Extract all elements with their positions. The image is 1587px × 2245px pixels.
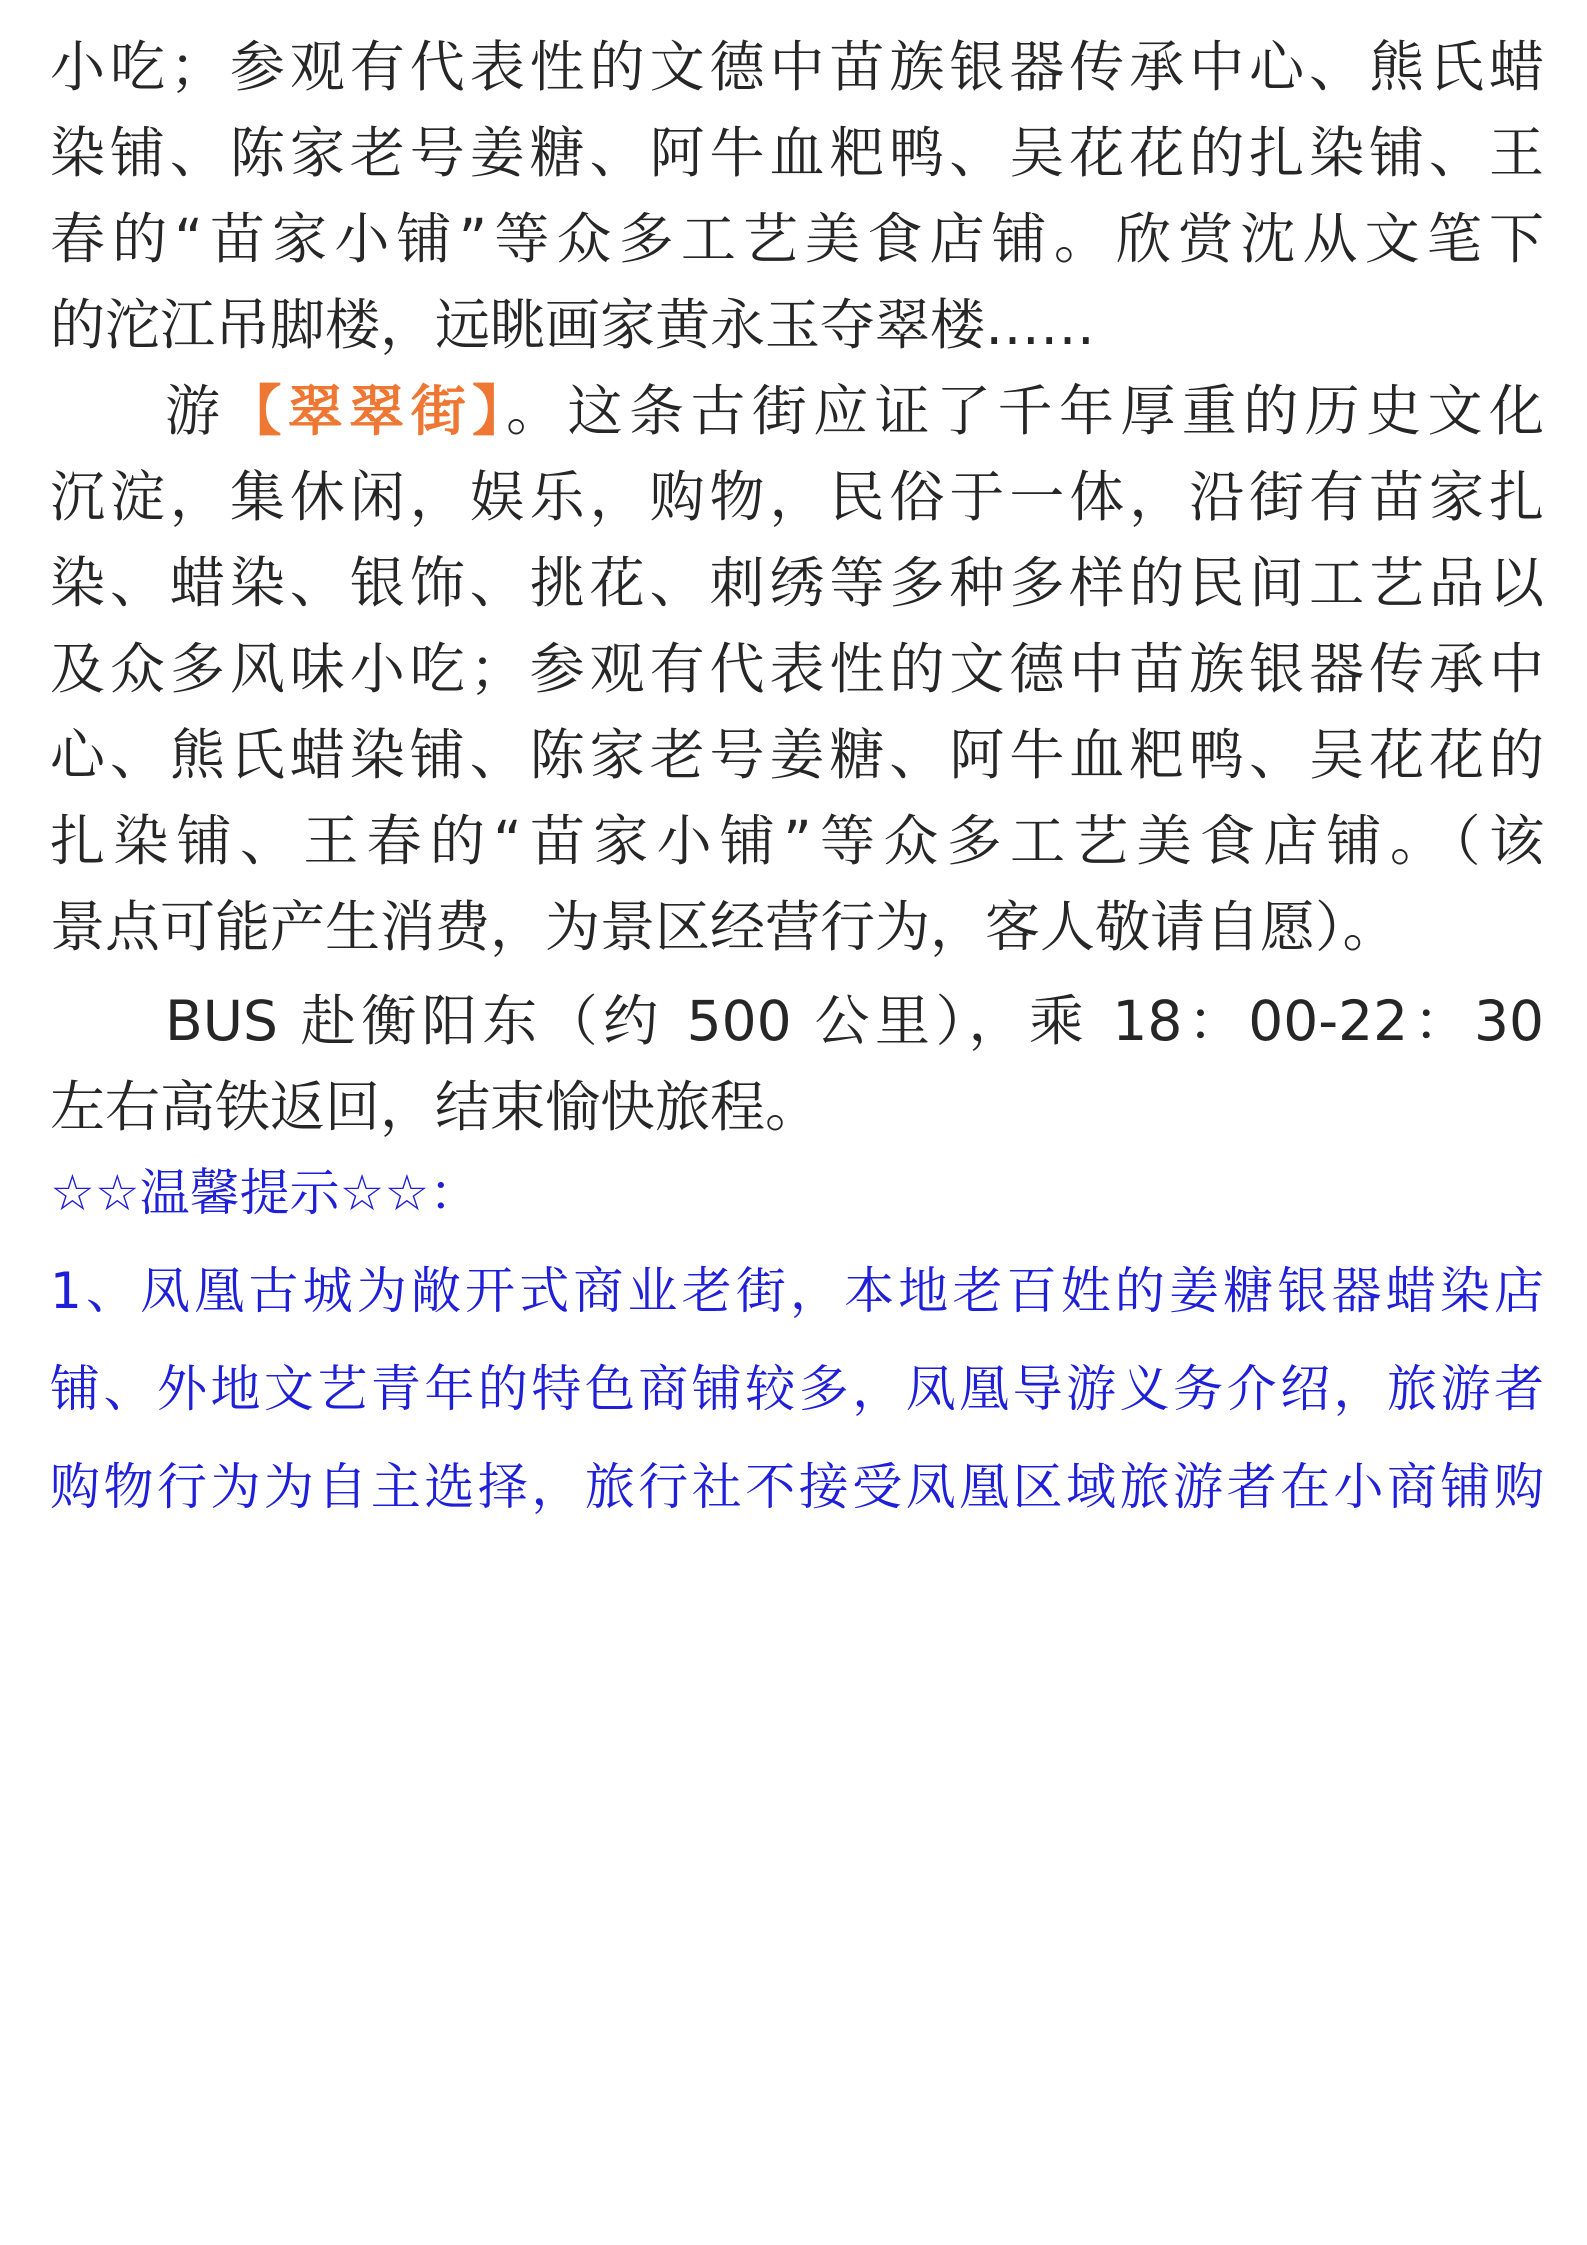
paragraph-line: 染、蜡染、银饰、挑花、刺绣等多种多样的民间工艺品以	[50, 551, 1544, 615]
paragraph-line: 染铺、陈家老号姜糖、阿牛血粑鸭、吴花花的扎染铺、王	[50, 121, 1544, 185]
paragraph-text: 。这条古街应证了千年厚重的历史文化	[506, 379, 1544, 443]
paragraph-line: 小吃；参观有代表性的文德中苗族银器传承中心、熊氏蜡	[50, 35, 1544, 99]
paragraph-line: 的沱江吊脚楼，远眺画家黄永玉夺翠楼……	[50, 293, 1096, 357]
paragraph-first-line	[50, 376, 1544, 446]
tips-line: 1、凤凰古城为敞开式商业老街，本地老百姓的姜糖银器蜡染店	[50, 1262, 1544, 1320]
paragraph-line: 扎染铺、王春的“苗家小铺”等众多工艺美食店铺。（该	[50, 809, 1544, 873]
paragraph-line: 景点可能产生消费，为景区经营行为，客人敬请自愿）。	[50, 895, 1398, 959]
paragraph-prefix: 游	[165, 379, 227, 443]
paragraph-line: 及众多风味小吃；参观有代表性的文德中苗族银器传承中	[50, 637, 1544, 701]
highlighted-place-name: 【翠翠街】	[226, 379, 507, 443]
paragraph-line: 春的“苗家小铺”等众多工艺美食店铺。欣赏沈从文笔下	[50, 207, 1544, 271]
paragraph-line: 沉淀，集休闲，娱乐，购物，民俗于一体，沿街有苗家扎	[50, 465, 1544, 529]
paragraph-line: BUS 赴衡阳东（约 500 公里），乘 18：00-22：30	[165, 989, 1544, 1053]
tips-heading: ☆☆温馨提示☆☆：	[50, 1164, 480, 1222]
paragraph-line: 左右高铁返回，结束愉快旅程。	[50, 1075, 821, 1139]
tips-line: 购物行为为自主选择，旅行社不接受凤凰区域旅游者在小商铺购	[50, 1458, 1544, 1516]
tips-line: 铺、外地文艺青年的特色商铺较多，凤凰导游义务介绍，旅游者	[50, 1360, 1544, 1418]
paragraph-line: 心、熊氏蜡染铺、陈家老号姜糖、阿牛血粑鸭、吴花花的	[50, 723, 1544, 787]
